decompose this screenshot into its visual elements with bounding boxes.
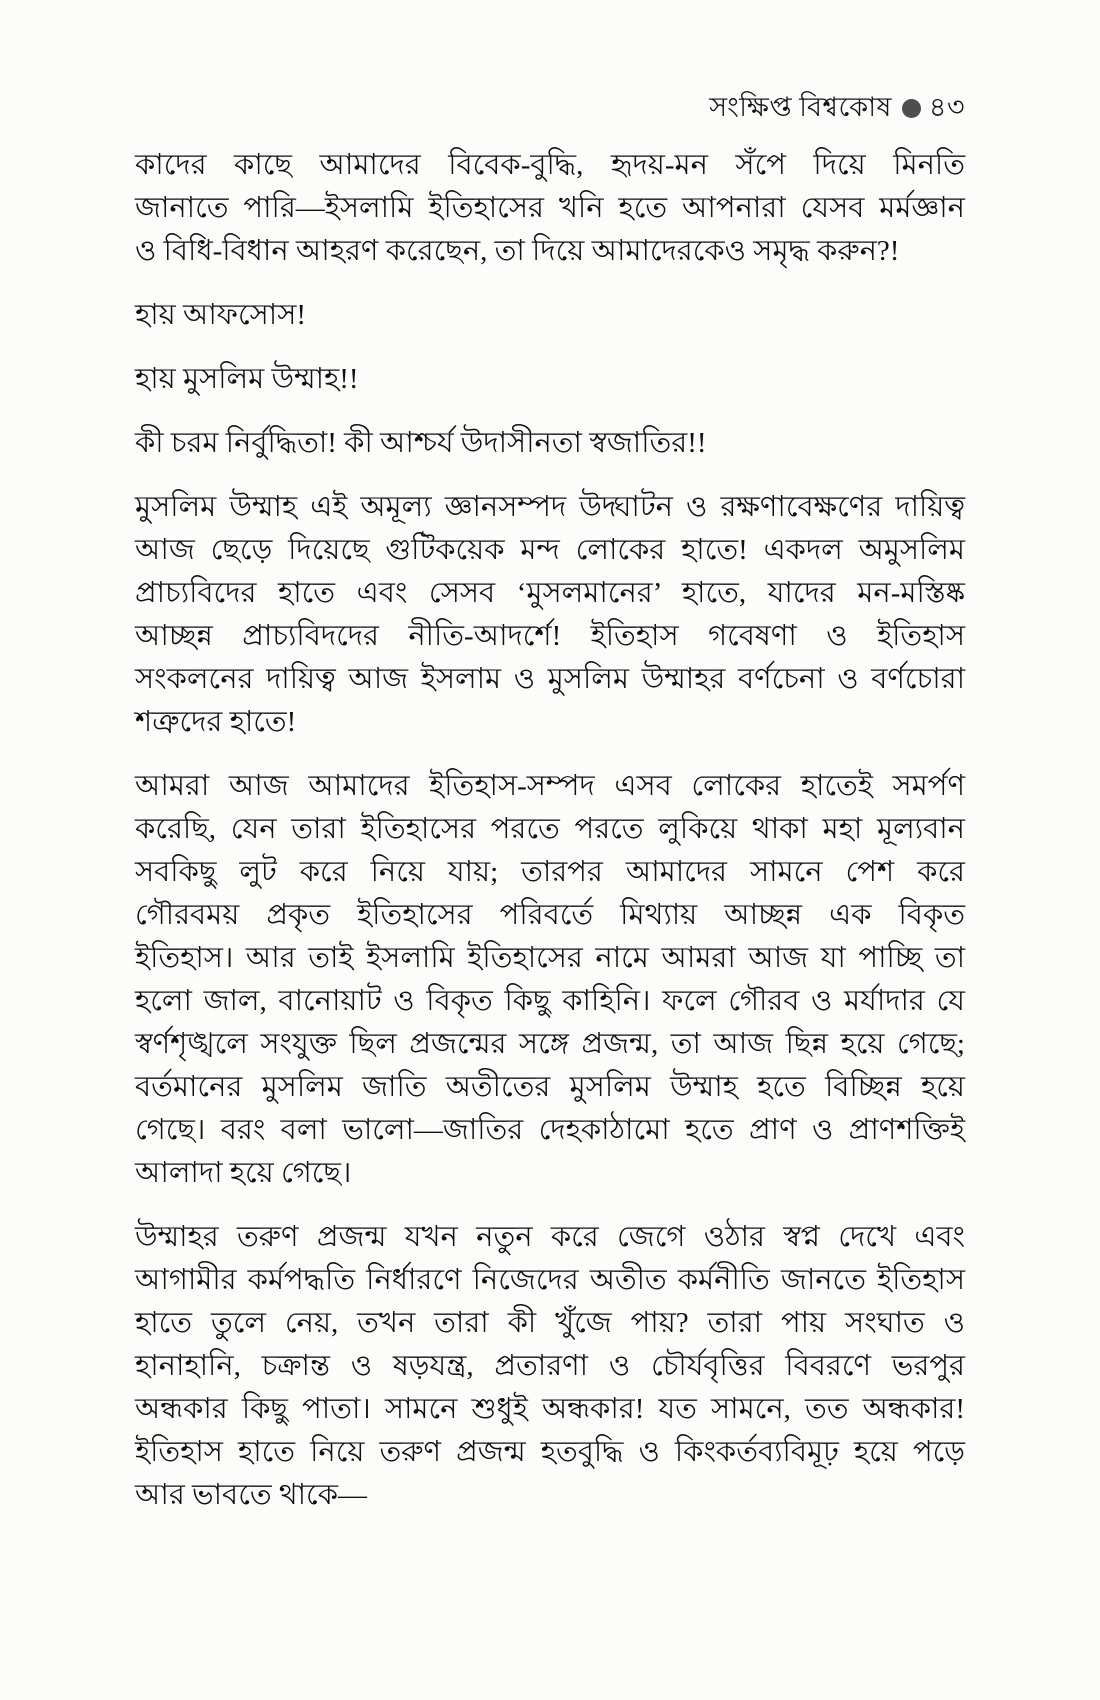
text-line: স্বর্ণশৃঙ্খলে সংযুক্ত ছিল প্রজন্মের সঙ্গে প্রজন্ম, তা আজ ছিন্ন হয়ে গেছে; [135,1028,965,1060]
running-title: সংক্ষিপ্ত বিশ্বকোষ [709,92,892,122]
text-line: করেছি, যেন তারা ইতিহাসের পরতে পরতে লুকিয়ে থাকা মহা মূল্যবান [135,813,965,845]
text-line: আর ভাবতে থাকে— [135,1479,367,1511]
paragraph [135,294,965,337]
text-line: হায় মুসলিম উম্মাহ!! [135,363,359,395]
text-line: হলো জাল, বানোয়াট ও বিকৃত কিছু কাহিনি। ফলে গৌরব ও মর্যাদার যে [135,985,965,1017]
text-line: আচ্ছন্ন প্রাচ্যবিদদের নীতি-আদর্শে! ইতিহাস গবেষণা ও ইতিহাস [135,620,965,652]
text-line: গেছে। বরং বলা ভালো—জাতির দেহকাঠামো হতে প্রাণ ও প্রাণশক্তিই [135,1114,965,1146]
text-line: হানাহানি, চক্রান্ত ও ষড়যন্ত্র, প্রতারণা ও চৌর্যবৃত্তির বিবরণে ভরপুর [135,1350,965,1382]
text-line: উম্মাহর তরুণ প্রজন্ম যখন নতুন করে জেগে ওঠার স্বপ্ন দেখে এবং [135,1221,965,1253]
paragraph [135,144,965,273]
text-line: আলাদা হয়ে গেছে। [135,1157,352,1189]
text-line: সংকলনের দায়িত্ব আজ ইসলাম ও মুসলিম উম্মাহর বর্ণচেনা ও বর্ণচোরা [135,663,965,695]
text-line: ও বিধি-বিধান আহরণ করেছেন, তা দিয়ে আমাদেরকেও সমৃদ্ধ করুন?! [135,235,900,267]
text-line: আমরা আজ আমাদের ইতিহাস-সম্পদ এসব লোকের হাতেই সমর্পণ [135,770,965,802]
text-line: হাতে তুলে নেয়, তখন তারা কী খুঁজে পায়? তারা পায় সংঘাত ও [135,1307,965,1339]
paragraph [135,422,965,465]
text-line: অন্ধকার কিছু পাতা। সামনে শুধুই অন্ধকার! যত সামনে, তত অন্ধকার! [135,1393,965,1425]
text-line: সবকিছু লুট করে নিয়ে যায়; তারপর আমাদের সামনে পেশ করে [135,856,965,888]
paragraph [135,1216,965,1517]
text-line: হায় আফসোস! [135,299,307,331]
text-line: শত্রুদের হাতে! [135,706,297,738]
paragraph [135,486,965,744]
paragraph [135,765,965,1195]
text-line: গৌরবময় প্রকৃত ইতিহাসের পরিবর্তে মিথ্যায় আচ্ছন্ন এক বিকৃত [135,899,965,931]
text-line: মুসলিম উম্মাহ এই অমূল্য জ্ঞানসম্পদ উদ্ঘাটন ও রক্ষণাবেক্ষণের দায়িত্ব [135,491,965,523]
text-line: ইতিহাস। আর তাই ইসলামি ইতিহাসের নামে আমরা আজ যা পাচ্ছি তা [135,942,965,974]
text-line: আগামীর কর্মপদ্ধতি নির্ধারণে নিজেদের অতীত কর্মনীতি জানতে ইতিহাস [135,1264,965,1296]
page-body [135,144,965,1517]
text-line: কাদের কাছে আমাদের বিবেক-বুদ্ধি, হৃদয়-মন সঁপে দিয়ে মিনতি [135,149,965,181]
text-line: কী চরম নির্বুদ্ধিতা! কী আশ্চর্য উদাসীনতা স্বজাতির!! [135,427,707,459]
text-line: জানাতে পারি—ইসলামি ইতিহাসের খনি হতে আপনারা যেসব মর্মজ্ঞান [135,192,965,224]
bullet-separator-icon [902,99,921,118]
text-line: প্রাচ্যবিদের হাতে এবং সেসব ‘মুসলমানের’ হাতে, যাদের মন-মস্তিষ্ক [135,577,965,609]
text-line: বর্তমানের মুসলিম জাতি অতীতের মুসলিম উম্মাহ হতে বিচ্ছিন্ন হয়ে [135,1071,965,1103]
page-header [135,90,965,124]
page-number: ৪৩ [928,92,965,122]
paragraph [135,358,965,401]
text-line: আজ ছেড়ে দিয়েছে গুটিকয়েক মন্দ লোকের হাতে! একদল অমুসলিম [135,534,965,566]
text-line: ইতিহাস হাতে নিয়ে তরুণ প্রজন্ম হতবুদ্ধি ও কিংকর্তব্যবিমূঢ় হয়ে পড়ে [135,1436,965,1468]
